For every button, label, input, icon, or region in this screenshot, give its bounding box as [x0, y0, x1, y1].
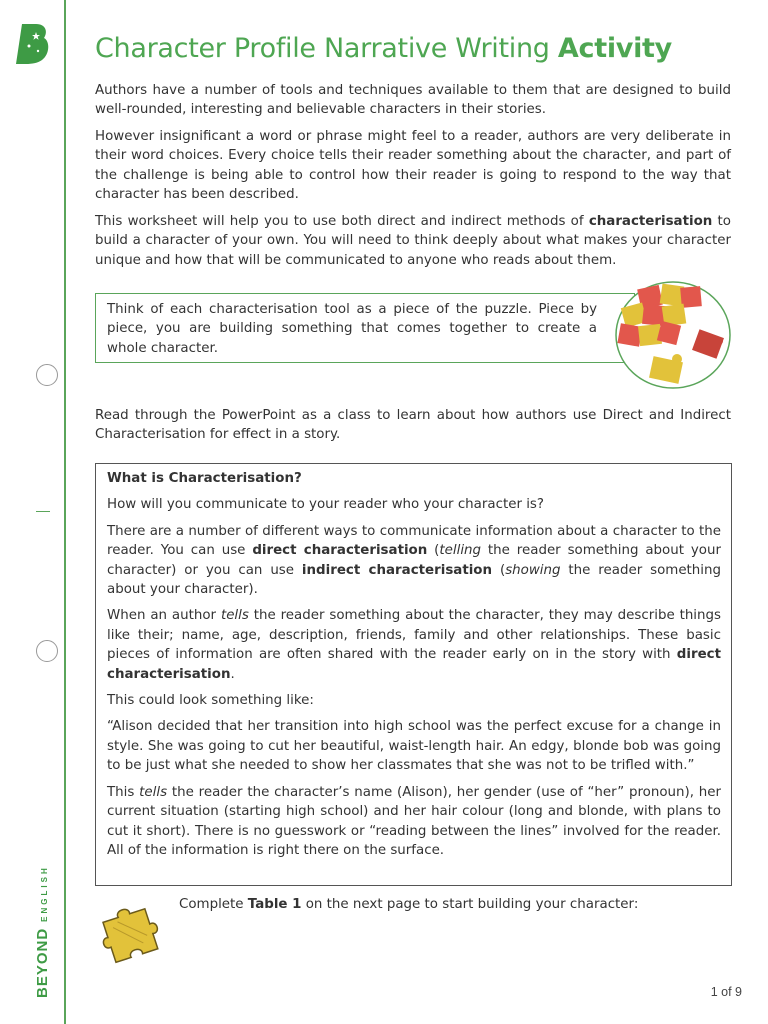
puzzle-circle-icon — [615, 281, 731, 389]
text-italic: tells — [139, 784, 168, 800]
text-italic: tells — [220, 608, 249, 624]
text-bold: characterisation — [588, 214, 713, 229]
box-quote: “Alison decided that her transition into high school was the perfect excuse for a change in style. She was going to cut her beautiful, waist-length hair. An edgy, blonde bob was going to be just what she needed to show her classmates that she was not to be trifled with.” — [107, 719, 721, 774]
characterisation-info-box — [95, 463, 732, 886]
text-span: to build a character of your own. You will need to think deeply about what makes your character unique and how that will be communicated to anyone who reads about them. — [95, 214, 731, 268]
brand-name: BEYOND — [34, 927, 51, 998]
intro-paragraph-1: Authors have a number of tools and techniques available to them that are designed to build well-rounded, interesting and believable characters in their stories. — [95, 83, 731, 118]
complete-instruction — [179, 895, 638, 914]
text-span: on the next page to start building your character: — [301, 897, 639, 912]
intro-paragraph-3 — [95, 212, 731, 270]
intro-paragraph-2: However insignificant a word or phrase might feel to a reader, authors are very deliberate in their word choices. Every choice tells their reader something about the character, and part of the challenge is being able to control how their reader is going to respond to the way that character has been described. — [95, 129, 731, 203]
beyond-logo-icon — [16, 24, 50, 64]
text-span: There are a number of different ways to communicate information about a character to the reader. You can use — [107, 523, 721, 559]
text-span: the reader something about the character, they may describe things like their; name, age, description, friends, family and other relationships. These basic pieces of information are often shared with the reader early on in the story with — [107, 608, 721, 663]
puzzle-callout-box — [95, 293, 635, 363]
text-bold: indirect characterisation — [301, 562, 493, 578]
margin-line — [64, 0, 66, 1024]
binder-hole — [36, 364, 58, 386]
title-main: Character Profile Narrative Writing — [95, 33, 558, 64]
binder-hole — [36, 640, 58, 662]
box-paragraph-2 — [107, 606, 721, 684]
text-span: ( — [427, 543, 440, 559]
title-bold: Activity — [557, 33, 672, 64]
text-span: This worksheet will help you to use both direct and indirect methods of — [95, 214, 589, 229]
page-number: 1 of 9 — [710, 985, 742, 999]
text-span: . — [230, 666, 235, 682]
box-heading-text: What is Characterisation? — [107, 471, 302, 486]
text-span: This — [107, 784, 140, 800]
text-span: the reader something about your character). — [107, 562, 721, 598]
text-span: the reader something about your character) or you can use — [107, 543, 721, 578]
box-paragraph-3: This could look something like: — [107, 693, 314, 709]
brand-sub: ENGLISH — [40, 865, 49, 922]
text-bold: direct characterisation — [252, 543, 428, 559]
text-span: the reader the character’s name (Alison), her gender (use of “her” pronoun), her current situation (starting high school) and her hair colour (long and blonde, with plans to cut it short). There is no guesswork or “reading between the lines” involved for the reader. All of the information is right there on the surface. — [107, 784, 722, 858]
text-span: When an author — [107, 608, 221, 624]
page-title — [95, 33, 672, 64]
text-italic: telling — [439, 543, 482, 559]
box-question: How will you communicate to your reader who your character is? — [107, 497, 545, 513]
text-span: ( — [492, 562, 506, 578]
box-heading — [107, 469, 721, 488]
text-italic: showing — [505, 562, 561, 578]
puzzle-piece-icon — [94, 896, 170, 972]
table-reference: Table 1 — [247, 897, 302, 912]
puzzle-callout-text: Think of each characterisation tool as a piece of the puzzle. Piece by piece, you are building something that comes together to create a whole character. — [107, 302, 597, 356]
read-through-instruction: Read through the PowerPoint as a class to learn about how authors use Direct and Indirect Characterisation for effect in a story. — [95, 408, 731, 443]
box-paragraph-4 — [107, 783, 721, 861]
fold-mark — [36, 511, 50, 512]
text-span: Complete — [179, 897, 248, 912]
brand-vertical — [34, 865, 52, 998]
box-paragraph-1 — [107, 522, 721, 600]
text-bold: direct characterisation — [107, 647, 721, 682]
